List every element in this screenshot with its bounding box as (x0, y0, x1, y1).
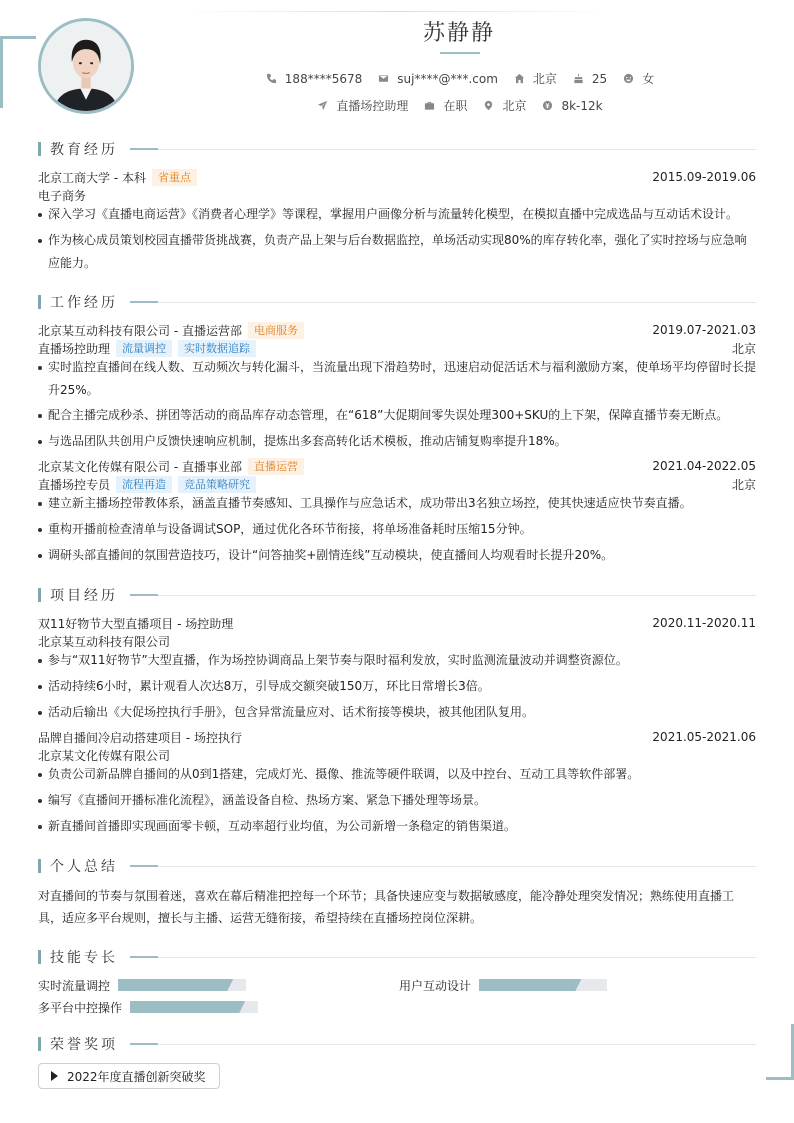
education-major-row (38, 186, 756, 204)
mail-icon (378, 73, 389, 84)
section-marker (38, 1037, 41, 1051)
project-date: 2021.05-2021.06 (652, 730, 756, 744)
phone-text: 188****5678 (284, 71, 363, 86)
skill-name: 实时流量调控 (38, 978, 111, 993)
section-dash (130, 148, 158, 150)
school-tag: 省重点 (152, 169, 197, 186)
section-marker (38, 142, 41, 156)
age-item (573, 72, 607, 86)
work-bullet: 实时监控直播间在线人数、互动频次与转化漏斗，当流量出现下滑趋势时，迅速启动促活话术与福利激励方案，使单场平均停留时长提升25%。 (38, 356, 756, 402)
money-icon (542, 100, 553, 111)
section-rule (158, 302, 756, 303)
play-icon (51, 1071, 58, 1081)
section-rule (158, 595, 756, 596)
section-title: 个人总结 (50, 859, 118, 875)
section-rule (158, 957, 756, 958)
project-company-row (38, 632, 756, 650)
work-entry-header (38, 457, 756, 475)
role-tag: 竞品策略研究 (178, 476, 256, 493)
section-awards-header (38, 1034, 756, 1054)
salary-item (542, 99, 602, 113)
corner-decoration-bottom-right-h (766, 1077, 794, 1080)
project-date: 2020.11-2020.11 (652, 616, 756, 630)
work-bullet: 重构开播前检查清单与设备调试SOP，通过优化各环节衔接，将单场准备耗时压缩15分钟。 (38, 518, 756, 541)
company-tag: 电商服务 (248, 322, 304, 339)
role-title: 直播场控助理 (38, 341, 111, 356)
email-text: suj****@***.com (397, 71, 498, 86)
skill-bar (130, 1001, 258, 1013)
company-tag: 直播运营 (248, 458, 304, 475)
project-bullet: 负责公司新品牌自播间的从0到1搭建，完成灯光、摄像、推流等硬件联调，以及中控台、互动工具等软件部署。 (38, 763, 756, 786)
name-underline (440, 52, 480, 54)
work-date: 2019.07-2021.03 (652, 323, 756, 337)
work-bullet: 配合主播完成秒杀、拼团等活动的商品库存动态管理，在“618”大促期间零失误处理300+SKU的上下架，保障直播节奏无断点。 (38, 404, 756, 427)
home-icon (514, 73, 525, 84)
phone-item (266, 72, 362, 86)
skill-name: 多平台中控操作 (38, 1000, 123, 1015)
gender-item (623, 70, 654, 87)
section-rule (158, 1044, 756, 1045)
role-tag: 实时数据追踪 (178, 340, 256, 357)
top-divider (180, 11, 614, 12)
award-item (38, 1063, 220, 1089)
skill-bar (118, 979, 246, 991)
project-bullet: 编写《直播间开播标准化流程》，涵盖设备自检、热场方案、紧急下播处理等场景。 (38, 789, 756, 812)
skill-item (399, 977, 607, 993)
education-bullet: 深入学习《直播电商运营》《消费者心理学》等课程，掌握用户画像分析与流量转化模型，在模拟直播中完成选品与互动话术设计。 (38, 203, 756, 226)
section-marker (38, 588, 41, 602)
section-marker (38, 950, 41, 964)
summary-text: 对直播间的节奏与氛围着迷，喜欢在幕后精准把控每一个环节；具备快速应变与数据敏感度，能冷静处理突发情况；熟练使用直播工具，适应多平台规则，擅长与主播、运营无缝衔接，希望持续在直播场控岗位深耕。 (38, 889, 735, 925)
section-summary-header (38, 856, 756, 876)
section-dash (130, 1043, 158, 1045)
project-title: 双11好物节大型直播项目 - 场控助理 (38, 616, 234, 631)
project-bullet: 新直播间首播即实现画面零卡顿，互动率超行业均值，为公司新增一条稳定的销售渠道。 (38, 815, 756, 838)
project-bullet: 活动持续6小时，累计观看人次达8万，引导成交额突破150万，环比日常增长3倍。 (38, 675, 756, 698)
section-projects-header (38, 585, 756, 605)
send-icon (317, 100, 328, 111)
school-name: 北京工商大学 - 本科 (38, 170, 146, 185)
job-intent-row (130, 97, 790, 114)
project-entry-header (38, 614, 756, 632)
skill-bar (479, 979, 607, 991)
major: 电子商务 (38, 188, 87, 203)
age-text: 25 (591, 71, 608, 86)
section-skills-header (38, 947, 756, 967)
education-entry-header (38, 168, 756, 186)
company-name: 北京某文化传媒有限公司 - 直播事业部 (38, 459, 242, 474)
phone-icon (266, 73, 277, 84)
section-dash (130, 594, 158, 596)
project-entry-header (38, 728, 756, 746)
project-title: 品牌自播间冷启动搭建项目 - 场控执行 (38, 730, 242, 745)
work-bullet: 建立新主播场控带教体系，涵盖直播节奏感知、工具操作与应急话术，成功带出3名独立场控，使其快速适应快节奏直播。 (38, 492, 756, 515)
role-tag: 流程再造 (116, 476, 172, 493)
section-title: 技能专长 (50, 950, 118, 966)
work-entry-header (38, 321, 756, 339)
briefcase-icon (424, 100, 435, 111)
skill-item (38, 977, 246, 993)
company-name: 北京某互动科技有限公司 - 直播运营部 (38, 323, 242, 338)
award-text: 2022年度直播创新突破奖 (67, 1069, 206, 1084)
work-role-row (38, 475, 756, 493)
status-item (424, 97, 467, 114)
expected-city-text: 北京 (502, 99, 527, 113)
gender-text: 女 (642, 72, 655, 86)
role-title: 直播场控专员 (38, 477, 111, 492)
education-date: 2015.09-2019.06 (652, 170, 756, 184)
section-title: 荣誉奖项 (50, 1037, 118, 1053)
work-role-row (38, 339, 756, 357)
role-tag: 流量调控 (116, 340, 172, 357)
section-rule (158, 149, 756, 150)
section-rule (158, 866, 756, 867)
cake-icon (573, 73, 584, 84)
city-text: 北京 (532, 72, 557, 86)
pin-icon (483, 100, 494, 111)
skill-item (38, 999, 258, 1015)
section-work-header (38, 292, 756, 312)
work-bullet: 调研头部直播间的氛围营造技巧，设计“问答抽奖+剧情连线”互动模块，使直播间人均观看时长提升20%。 (38, 544, 756, 567)
education-bullet: 作为核心成员策划校园直播带货挑战赛，负责产品上架与后台数据监控，单场活动实现80%的库存转化率，强化了实时控场与应急响应能力。 (38, 229, 756, 275)
section-dash (130, 956, 158, 958)
candidate-name: 苏静静 (422, 21, 495, 46)
section-dash (130, 865, 158, 867)
section-dash (130, 301, 158, 303)
skill-level-fill (479, 979, 581, 991)
work-location: 北京 (731, 477, 756, 492)
expected-city-item (483, 97, 526, 114)
section-title: 教育经历 (50, 142, 118, 158)
work-date: 2021.04-2022.05 (652, 459, 756, 473)
skill-name: 用户互动设计 (399, 978, 472, 993)
section-marker (38, 295, 41, 309)
skill-level-fill (130, 1001, 245, 1013)
project-company-row (38, 746, 756, 764)
city-item (514, 70, 557, 87)
project-company: 北京某互动科技有限公司 (38, 634, 171, 649)
work-bullet: 与选品团队共创用户反馈快速响应机制，提炼出多套高转化话术模板，推动店铺复购率提升18%。 (38, 430, 756, 453)
contact-row (130, 70, 790, 87)
smile-icon (623, 73, 634, 84)
job-target-text: 直播场控助理 (336, 99, 409, 113)
email-item (378, 72, 498, 86)
section-title: 工作经历 (50, 295, 118, 311)
section-title: 项目经历 (50, 588, 118, 604)
section-education-header (38, 139, 756, 159)
skill-level-fill (118, 979, 233, 991)
job-target-item (317, 97, 408, 114)
salary-text: 8k-12k (561, 98, 603, 113)
status-text: 在职 (443, 99, 468, 113)
project-bullet: 活动后输出《大促场控执行手册》，包含异常流量应对、话术衔接等模块，被其他团队复用。 (38, 701, 756, 724)
project-company: 北京某文化传媒有限公司 (38, 748, 171, 763)
project-bullet: 参与“双11好物节”大型直播，作为场控协调商品上架节奏与限时福利发放，实时监测流量波动并调整资源位。 (38, 649, 756, 672)
work-location: 北京 (731, 341, 756, 356)
section-marker (38, 859, 41, 873)
